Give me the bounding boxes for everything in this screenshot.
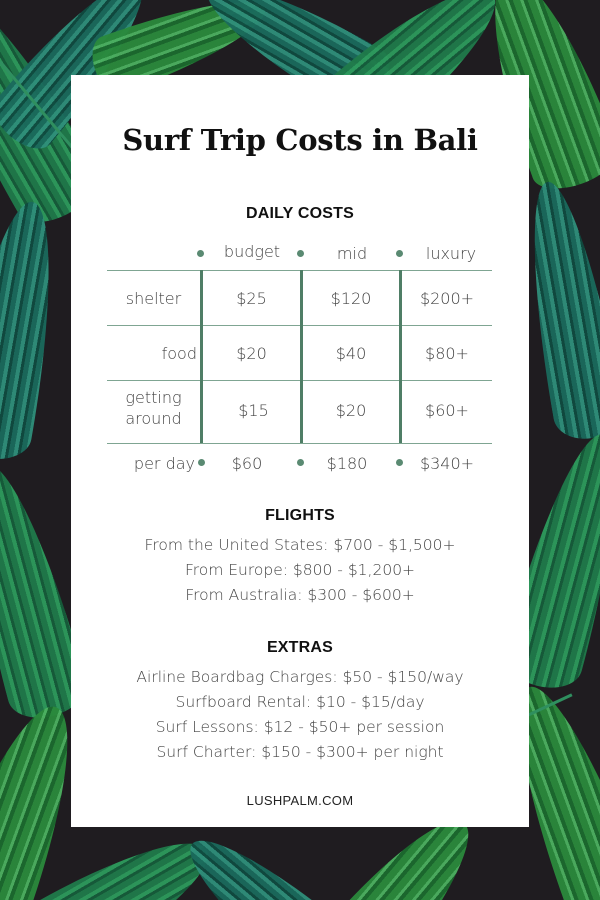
extra-item: Surfboard Rental: $10 - $15/day (175, 693, 425, 711)
column-header-mid: mid (336, 244, 368, 263)
getting-around-mid: $20 (335, 401, 367, 420)
mid-dot-icon (297, 250, 304, 257)
extras-heading: EXTRAS (266, 639, 334, 656)
extras-list (71, 665, 529, 765)
daily-costs-heading: DAILY COSTS (245, 205, 354, 222)
daily-costs-table (107, 235, 492, 485)
flight-item: From Australia: $300 - $600+ (185, 586, 415, 604)
luxury-dot-icon (396, 250, 403, 257)
getting-around-budget: $15 (238, 401, 269, 420)
extra-item: Surf Charter: $150 - $300+ per night (156, 743, 444, 761)
row-label-food: food (161, 344, 197, 363)
site-footer-link[interactable]: LUSHPALM.COM (246, 793, 354, 808)
food-mid: $40 (335, 344, 367, 363)
mid-total-dot-icon (297, 459, 304, 466)
getting-around-luxury: $60+ (425, 401, 469, 420)
extra-item: Surf Lessons: $12 - $50+ per session (155, 718, 445, 736)
cost-card (71, 75, 529, 827)
page-title: Surf Trip Costs in Bali (122, 123, 478, 157)
flights-heading: FLIGHTS (265, 507, 335, 524)
column-header-budget: budget (223, 242, 281, 261)
shelter-mid: $120 (330, 289, 372, 308)
row-label-shelter: shelter (125, 289, 182, 308)
extra-item: Airline Boardbag Charges: $50 - $150/way (136, 668, 464, 686)
row-label-line2: around (125, 409, 182, 428)
food-budget: $20 (236, 344, 267, 363)
table-divider (107, 443, 492, 444)
per-day-mid: $180 (326, 454, 368, 473)
row-label-line1: getting (125, 388, 182, 407)
column-header-luxury: luxury (425, 244, 477, 263)
budget-total-dot-icon (198, 459, 205, 466)
per-day-budget: $60 (231, 454, 263, 473)
shelter-luxury: $200+ (419, 289, 475, 308)
shelter-budget: $25 (236, 289, 267, 308)
flight-item: From the United States: $700 - $1,500+ (144, 536, 456, 554)
flight-item: From Europe: $800 - $1,200+ (184, 561, 416, 579)
per-day-luxury: $340+ (419, 454, 475, 473)
flights-list (71, 533, 529, 608)
budget-dot-icon (197, 250, 204, 257)
row-label-per-day: per day (133, 454, 195, 473)
row-label-getting-around (107, 387, 200, 429)
luxury-total-dot-icon (396, 459, 403, 466)
food-luxury: $80+ (425, 344, 469, 363)
